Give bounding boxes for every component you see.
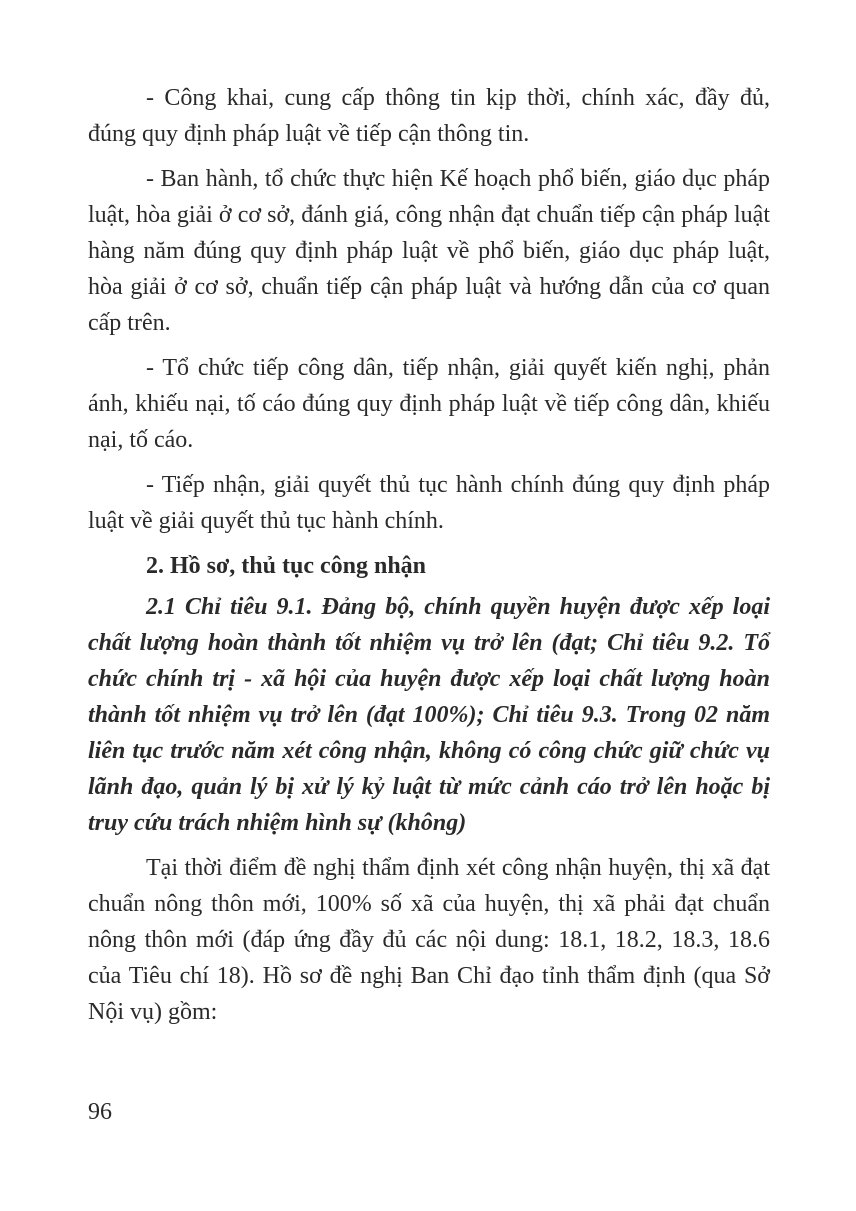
body-paragraph: Tại thời điểm đề nghị thẩm định xét công nhận huyện, thị xã đạt chuẩn nông thôn mới, 100% số xã của huyện, thị xã phải đạt chuẩn nông thôn mới (đáp ứng đầy đủ các nội dung: 18.1, 18.2, 18.3, 18.6 của Tiêu chí 18). Hồ sơ đề nghị Ban Chỉ đạo tỉnh thẩm định (qua Sở Nội vụ) gồm:: [88, 855, 770, 1025]
section-heading: 2. Hồ sơ, thủ tục công nhận: [146, 553, 427, 579]
paragraph-legal-education-plan: - Ban hành, tổ chức thực hiện Kế hoạch phổ biến, giáo dục pháp luật, hòa giải ở cơ sở, đánh giá, công nhận đạt chuẩn tiếp cận pháp luật hàng năm đúng quy định pháp luật về phổ biến, giáo dục pháp luật, hòa giải ở cơ sở, chuẩn tiếp cận pháp luật và hướng dẫn của cơ quan cấp trên.: [88, 166, 770, 336]
paragraph-public-information: - Công khai, cung cấp thông tin kịp thời, chính xác, đầy đủ, đúng quy định pháp luật về tiếp cận thông tin.: [88, 85, 770, 147]
paragraph-citizen-reception: - Tổ chức tiếp công dân, tiếp nhận, giải quyết kiến nghị, phản ánh, khiếu nại, tố cáo đúng quy định pháp luật về tiếp công dân, khiếu nại, tố cáo.: [88, 355, 770, 453]
paragraph-administrative-procedures: - Tiếp nhận, giải quyết thủ tục hành chính đúng quy định pháp luật về giải quyết thủ tục hành chính.: [88, 472, 770, 534]
page-content: [88, 80, 770, 1039]
page-number: 96: [88, 1099, 112, 1125]
subsection-heading: 2.1 Chỉ tiêu 9.1. Đảng bộ, chính quyền huyện được xếp loại chất lượng hoàn thành tốt nhiệm vụ trở lên (đạt; Chỉ tiêu 9.2. Tổ chức chính trị - xã hội của huyện được xếp loại chất lượng hoàn thành tốt nhiệm vụ trở lên (đạt 100%); Chỉ tiêu 9.3. Trong 02 năm liên tục trước năm xét công nhận, không có công chức giữ chức vụ lãnh đạo, quản lý bị xử lý kỷ luật từ mức cảnh cáo trở lên hoặc bị truy cứu trách nhiệm hình sự (không): [88, 594, 770, 836]
